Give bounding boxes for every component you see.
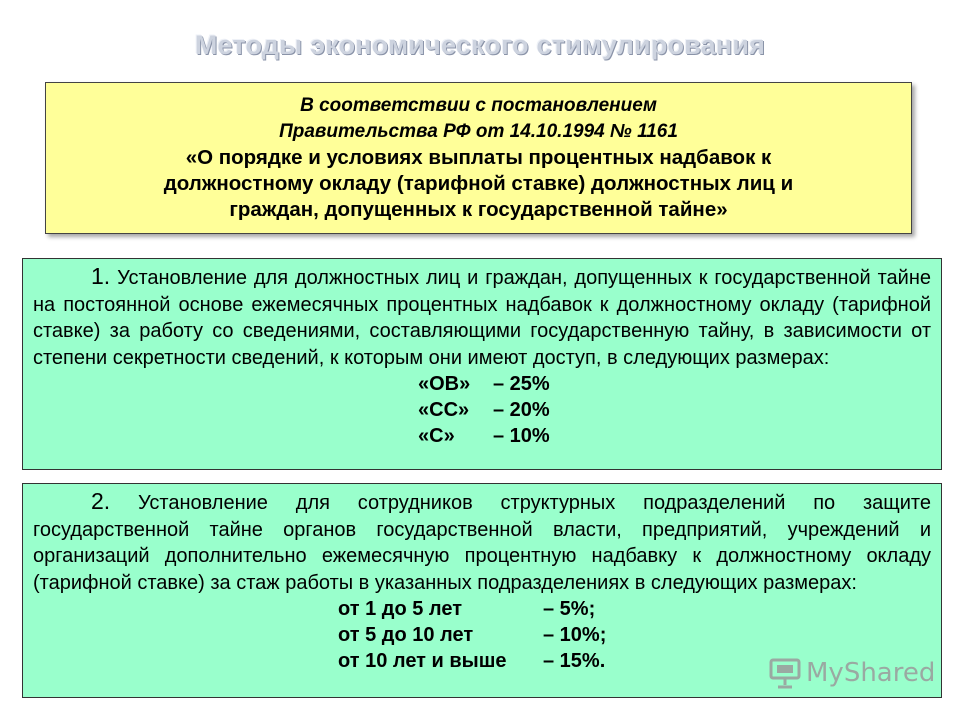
rate-code: от 1 до 5 лет bbox=[338, 598, 462, 620]
decree-line-2: Правительства РФ от 14.10.1994 № 1161 bbox=[279, 121, 678, 142]
section-1-text: Установление для должностных лиц и граждан, допущенных к государственной тайне на постоянной основе ежемесячных процентных надбавок к должностному окладу (тарифной ставке) за работу со сведениями, составляющими государственную тайну, в зависимости от степени секретности сведений, к которым они имеют доступ, в следующих размерах: bbox=[33, 267, 931, 369]
watermark-text: MyShared bbox=[806, 658, 936, 688]
rate-value: – 15%. bbox=[543, 650, 606, 672]
rate-code: от 5 до 10 лет bbox=[338, 624, 474, 646]
rate-row bbox=[33, 397, 931, 423]
decree-reference-box bbox=[45, 82, 912, 234]
rate-code: «СС» bbox=[418, 399, 470, 421]
section-1-number: 1. bbox=[91, 263, 111, 289]
section-1-box bbox=[22, 258, 942, 470]
section-1-rates bbox=[33, 371, 931, 449]
rate-value: – 5%; bbox=[543, 598, 596, 620]
rate-value: – 10%; bbox=[543, 624, 607, 646]
rate-code: «ОВ» bbox=[418, 373, 471, 395]
projector-screen-icon bbox=[768, 656, 802, 690]
decree-line-5: граждан, допущенных к государственной тайне» bbox=[229, 198, 728, 221]
rate-row bbox=[33, 596, 931, 622]
section-2-number: 2. bbox=[91, 488, 111, 514]
rate-value: – 25% bbox=[493, 373, 550, 395]
rate-row bbox=[33, 622, 931, 648]
myshared-watermark[interactable] bbox=[768, 656, 935, 690]
rate-row bbox=[33, 371, 931, 397]
decree-line-3: «О порядке и условиях выплаты процентных надбавок к bbox=[185, 146, 772, 169]
section-2-paragraph bbox=[33, 488, 931, 596]
rate-code: от 10 лет и выше bbox=[338, 650, 507, 672]
section-1-paragraph bbox=[33, 263, 931, 371]
section-2-text: Установление для сотрудников структурных подразделений по защите государственной тайне органов государственной власти, предприятий, учреждений и организаций дополнительно ежемесячную процентную надбавку к должностному окладу (тарифной ставке) за стаж работы в указанных подразделениях в следующих размерах: bbox=[33, 492, 931, 594]
decree-line-1: В соответствии с постановлением bbox=[300, 95, 657, 116]
rate-value: – 20% bbox=[493, 399, 550, 421]
rate-code: «С» bbox=[418, 425, 455, 447]
slide-title: Методы экономического стимулирования bbox=[194, 30, 766, 60]
rate-row bbox=[33, 423, 931, 449]
rate-value: – 10% bbox=[493, 425, 550, 447]
decree-line-4: должностному окладу (тарифной ставке) должностных лиц и bbox=[163, 172, 794, 195]
